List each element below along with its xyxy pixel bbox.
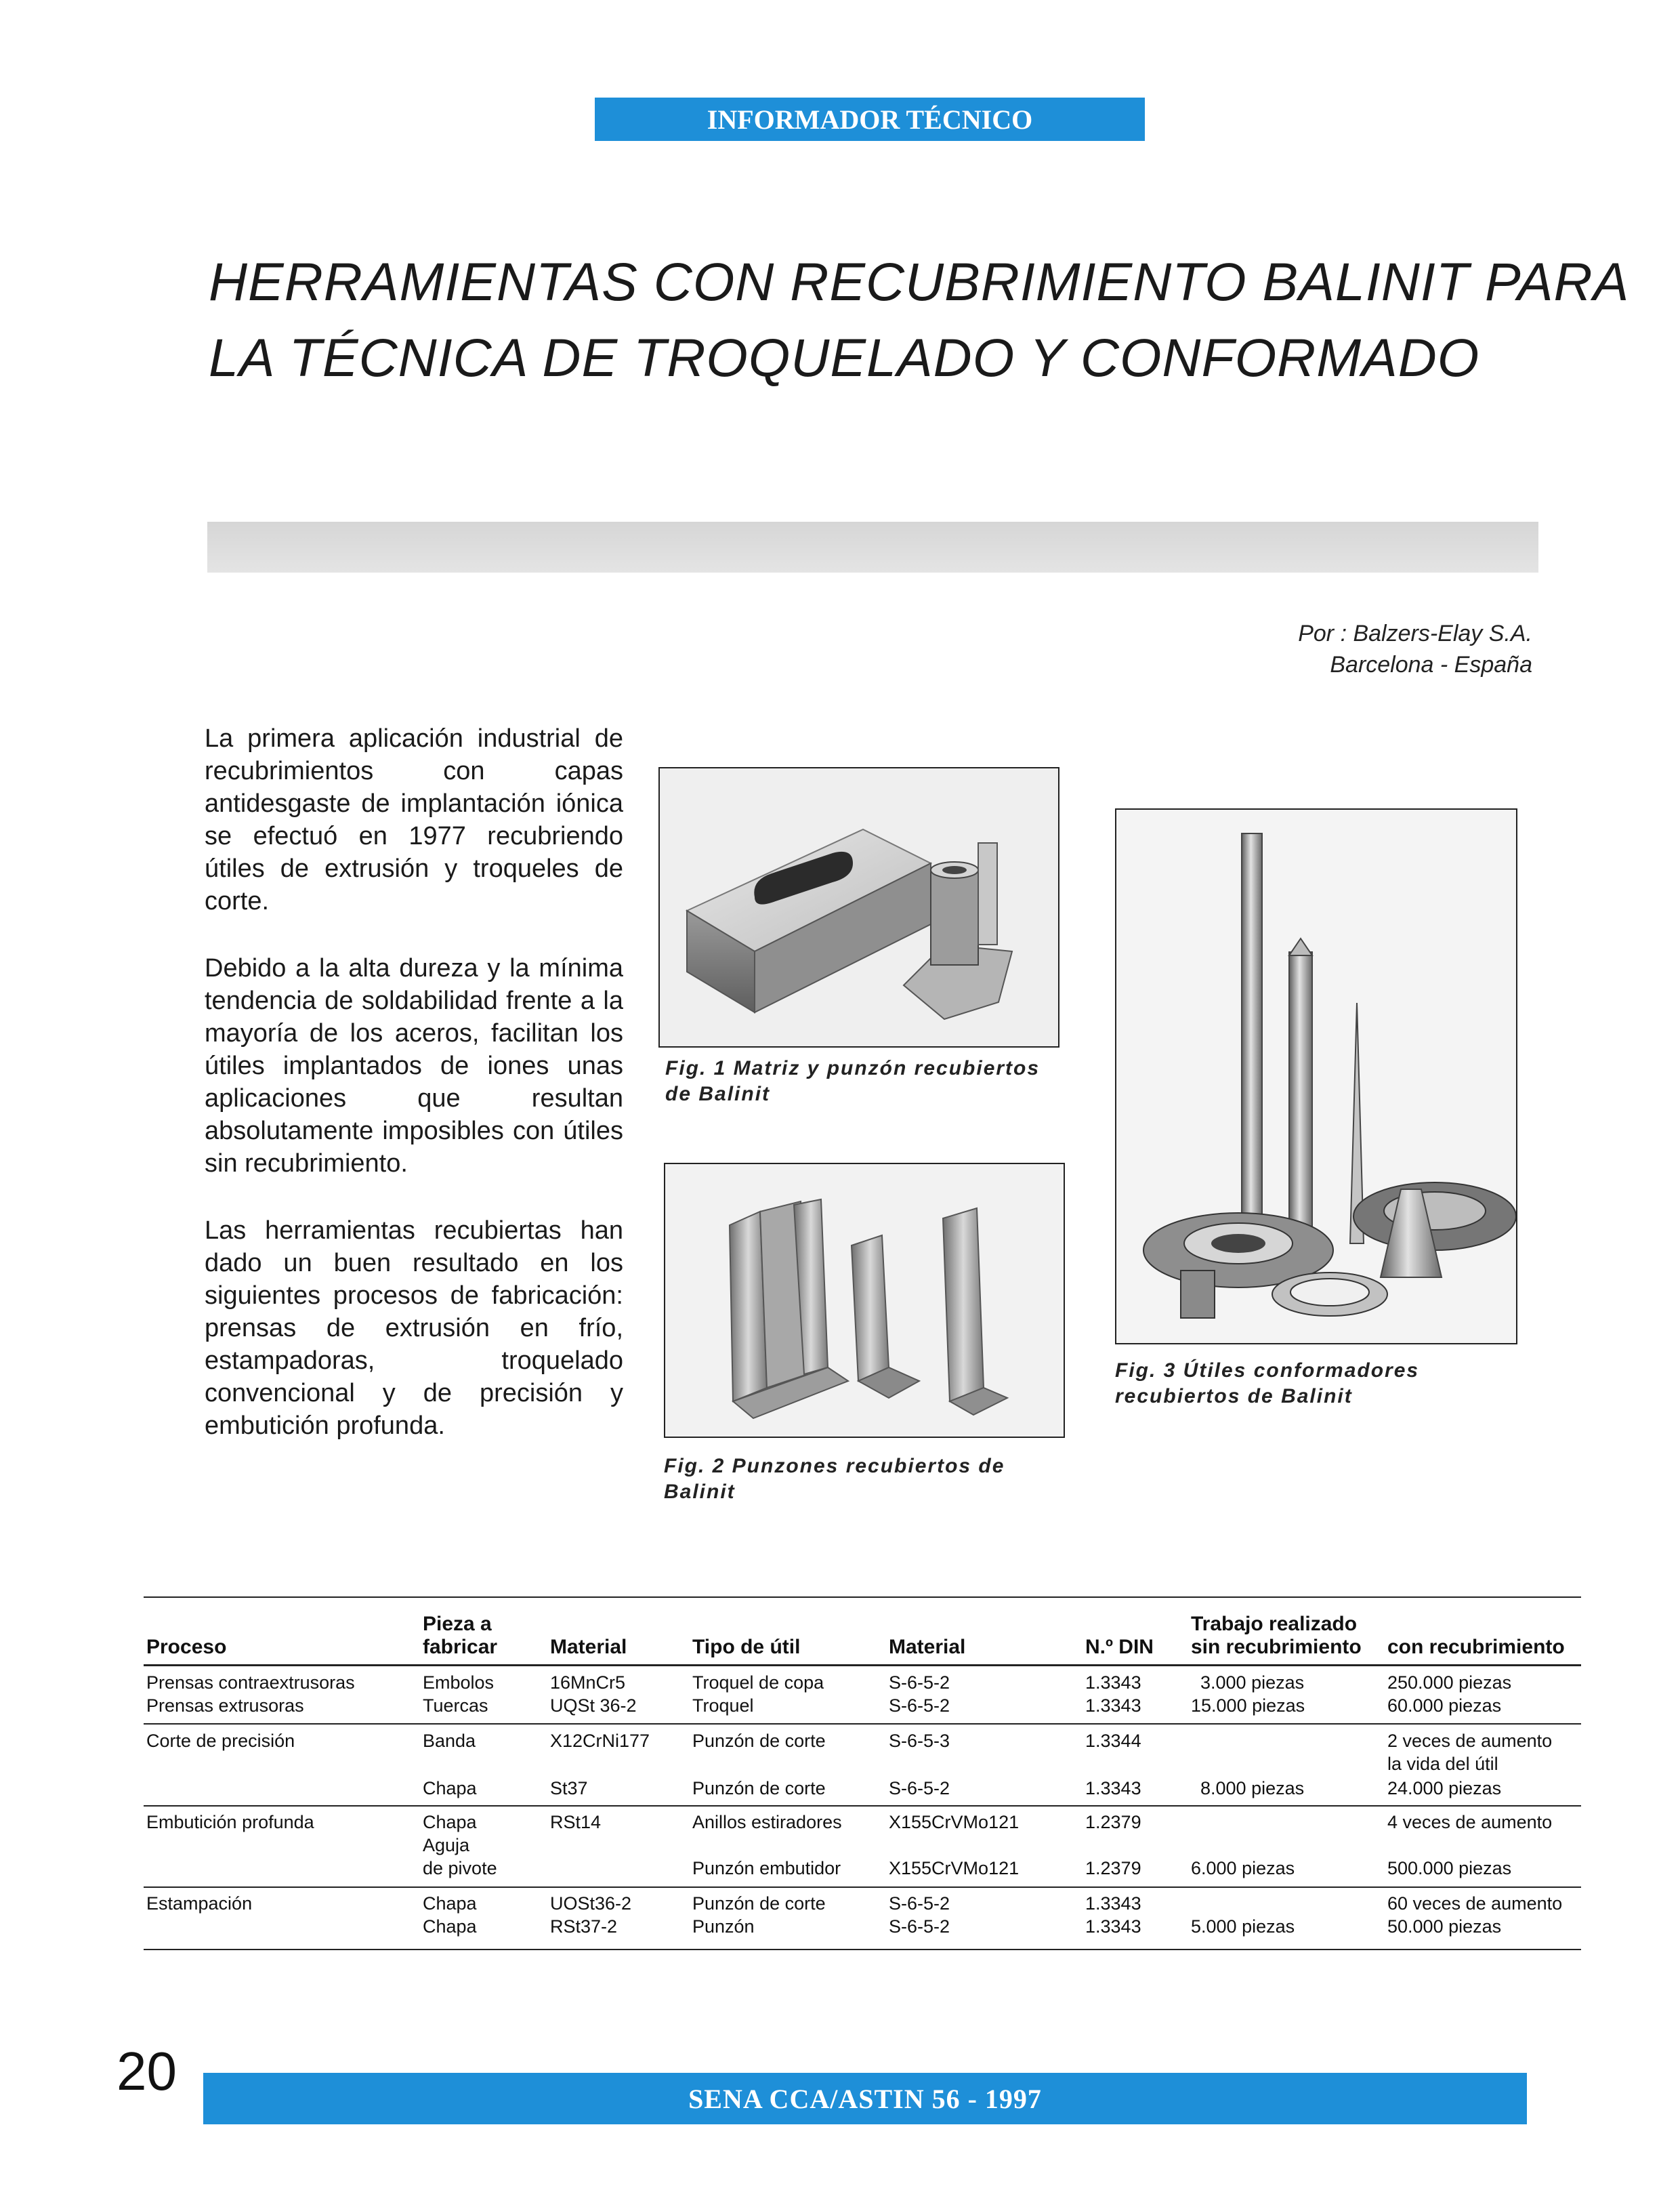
table-cell: Troquel de copa bbox=[692, 1672, 824, 1693]
title-line-1: HERRAMIENTAS CON RECUBRIMIENTO BALINIT PARA bbox=[209, 251, 1630, 312]
table-cell: S-6-5-2 bbox=[889, 1893, 950, 1914]
table-cell: 1.3343 bbox=[1085, 1695, 1141, 1716]
paragraph-3: Las herramientas recubiertas han dado un buen resultado en los siguientes procesos de fabricación: prensas de extrusión en frío, estampadoras, troquelado convencional y de precisión y embutición profunda. bbox=[205, 1216, 623, 1440]
byline-location: Barcelona - España bbox=[1330, 652, 1532, 678]
table-cell: la vida del útil bbox=[1387, 1754, 1498, 1774]
header-material-2: Material bbox=[889, 1636, 966, 1658]
page-number: 20 bbox=[117, 2041, 177, 2101]
table-cell: RSt14 bbox=[550, 1812, 602, 1832]
table-cell: X155CrVMo121 bbox=[889, 1812, 1020, 1832]
table-cell: Embutición profunda bbox=[146, 1812, 314, 1832]
title-line-2: LA TÉCNICA DE TROQUELADO Y CONFORMADO bbox=[209, 327, 1480, 388]
article-title bbox=[209, 244, 1630, 396]
footer-banner bbox=[203, 2073, 1527, 2124]
table-cell: Punzón de corte bbox=[692, 1778, 826, 1798]
table-cell: Chapa bbox=[423, 1893, 477, 1914]
table-cell: St37 bbox=[550, 1778, 588, 1798]
figure-3-photo bbox=[1115, 808, 1517, 1344]
header-material-1: Material bbox=[550, 1636, 627, 1658]
byline bbox=[1298, 618, 1532, 680]
table-cell: S-6-5-2 bbox=[889, 1916, 950, 1937]
figure-1-caption: Fig. 1 Matriz y punzón recubiertos de Balinit bbox=[665, 1057, 1041, 1105]
table-cell: Estampación bbox=[146, 1893, 253, 1914]
header-trabajo-line1: Trabajo realizado bbox=[1191, 1613, 1358, 1635]
table-row-rule bbox=[144, 1805, 1581, 1807]
table-header-rule bbox=[144, 1664, 1581, 1666]
table-bottom-rule bbox=[144, 1949, 1581, 1950]
figure-2-photo bbox=[664, 1163, 1065, 1438]
table-cell: Chapa bbox=[423, 1916, 477, 1937]
table-cell: 16MnCr5 bbox=[550, 1672, 626, 1693]
table-cell: Punzón de corte bbox=[692, 1731, 826, 1751]
article-body bbox=[205, 722, 623, 1477]
header-tipo-util: Tipo de útil bbox=[692, 1636, 801, 1658]
table-cell: 6.000 piezas bbox=[1191, 1858, 1295, 1878]
byline-author: Por : Balzers-Elay S.A. bbox=[1298, 621, 1532, 646]
table-cell: Embolos bbox=[423, 1672, 495, 1693]
table-cell: Prensas extrusoras bbox=[146, 1695, 304, 1716]
table-cell: RSt37-2 bbox=[550, 1916, 618, 1937]
table-cell: 5.000 piezas bbox=[1191, 1916, 1295, 1937]
table-cell: S-6-5-3 bbox=[889, 1731, 950, 1751]
table-cell: 1.3344 bbox=[1085, 1731, 1141, 1751]
table-cell: 60 veces de aumento bbox=[1387, 1893, 1563, 1914]
table-cell: 15.000 piezas bbox=[1191, 1695, 1305, 1716]
table-cell: 60.000 piezas bbox=[1387, 1695, 1502, 1716]
table-cell: 3.000 piezas bbox=[1200, 1672, 1305, 1693]
header-pieza-line2: fabricar bbox=[423, 1636, 498, 1658]
table-row-rule bbox=[144, 1886, 1581, 1888]
header-trabajo-line2: sin recubrimiento bbox=[1191, 1636, 1362, 1658]
figure-2-caption: Fig. 2 Punzones recubiertos de Balinit bbox=[664, 1455, 1005, 1503]
table-cell: UOSt36-2 bbox=[550, 1893, 632, 1914]
header-con-recubrimiento: con recubrimiento bbox=[1387, 1636, 1565, 1658]
table-cell: 8.000 piezas bbox=[1200, 1778, 1305, 1798]
table-cell: Corte de precisión bbox=[146, 1731, 295, 1751]
header-pieza-line1: Pieza a bbox=[423, 1613, 492, 1635]
table-cell: Banda bbox=[423, 1731, 476, 1751]
table-cell: Tuercas bbox=[423, 1695, 488, 1716]
table-cell: Punzón embutidor bbox=[692, 1858, 841, 1878]
table-cell: 4 veces de aumento bbox=[1387, 1812, 1553, 1832]
table-cell: S-6-5-2 bbox=[889, 1672, 950, 1693]
table-cell: Punzón bbox=[692, 1916, 755, 1937]
table-cell: S-6-5-2 bbox=[889, 1695, 950, 1716]
table-cell: S-6-5-2 bbox=[889, 1778, 950, 1798]
table-cell: 1.3343 bbox=[1085, 1672, 1141, 1693]
figure-3-caption: Fig. 3 Útiles conformadores recubiertos de Balinit bbox=[1115, 1359, 1420, 1407]
table-cell: Troquel bbox=[692, 1695, 754, 1716]
table-cell: X155CrVMo121 bbox=[889, 1858, 1020, 1878]
table-cell: 1.2379 bbox=[1085, 1858, 1141, 1878]
decorative-band bbox=[207, 522, 1538, 573]
table-cell: 1.3343 bbox=[1085, 1778, 1141, 1798]
table-cell: 1.2379 bbox=[1085, 1812, 1141, 1832]
table-cell: 250.000 piezas bbox=[1387, 1672, 1512, 1693]
table-row-rule bbox=[144, 1723, 1581, 1725]
publication-title: SENA CCA/ASTIN 56 - 1997 bbox=[688, 2083, 1042, 2114]
figure-1-photo bbox=[658, 767, 1059, 1048]
table-cell: 500.000 piezas bbox=[1387, 1858, 1512, 1878]
table-cell: 1.3343 bbox=[1085, 1916, 1141, 1937]
header-din: N.º DIN bbox=[1085, 1636, 1154, 1658]
table-cell: Aguja bbox=[423, 1835, 470, 1855]
table-cell: Prensas contraextrusoras bbox=[146, 1672, 355, 1693]
table-cell: Chapa bbox=[423, 1812, 477, 1832]
table-cell: 1.3343 bbox=[1085, 1893, 1141, 1914]
table-cell: Punzón de corte bbox=[692, 1893, 826, 1914]
table-cell: X12CrNi177 bbox=[550, 1731, 650, 1751]
table-cell: UQSt 36-2 bbox=[550, 1695, 637, 1716]
table-cell: 50.000 piezas bbox=[1387, 1916, 1502, 1937]
paragraph-2: Debido a la alta dureza y la mínima tendencia de soldabilidad frente a la mayoría de los aceros, facilitan los útiles implantados de iones unas aplicaciones que resultan absolutamente imposibles con útiles sin recubrimiento. bbox=[205, 954, 623, 1178]
table-cell: Anillos estiradores bbox=[692, 1812, 842, 1832]
section-title: INFORMADOR TÉCNICO bbox=[707, 104, 1033, 135]
section-banner bbox=[595, 98, 1145, 141]
table-cell: 2 veces de aumento bbox=[1387, 1731, 1553, 1751]
table-top-rule bbox=[144, 1596, 1581, 1598]
table-cell: Chapa bbox=[423, 1778, 477, 1798]
header-proceso: Proceso bbox=[146, 1636, 227, 1658]
paragraph-1: La primera aplicación industrial de recubrimientos con capas antidesgaste de implantación iónica se efectuó en 1977 recubriendo útiles de extrusión y troqueles de corte. bbox=[205, 724, 623, 915]
table-cell: 24.000 piezas bbox=[1387, 1778, 1502, 1798]
table-cell: de pivote bbox=[423, 1858, 497, 1878]
